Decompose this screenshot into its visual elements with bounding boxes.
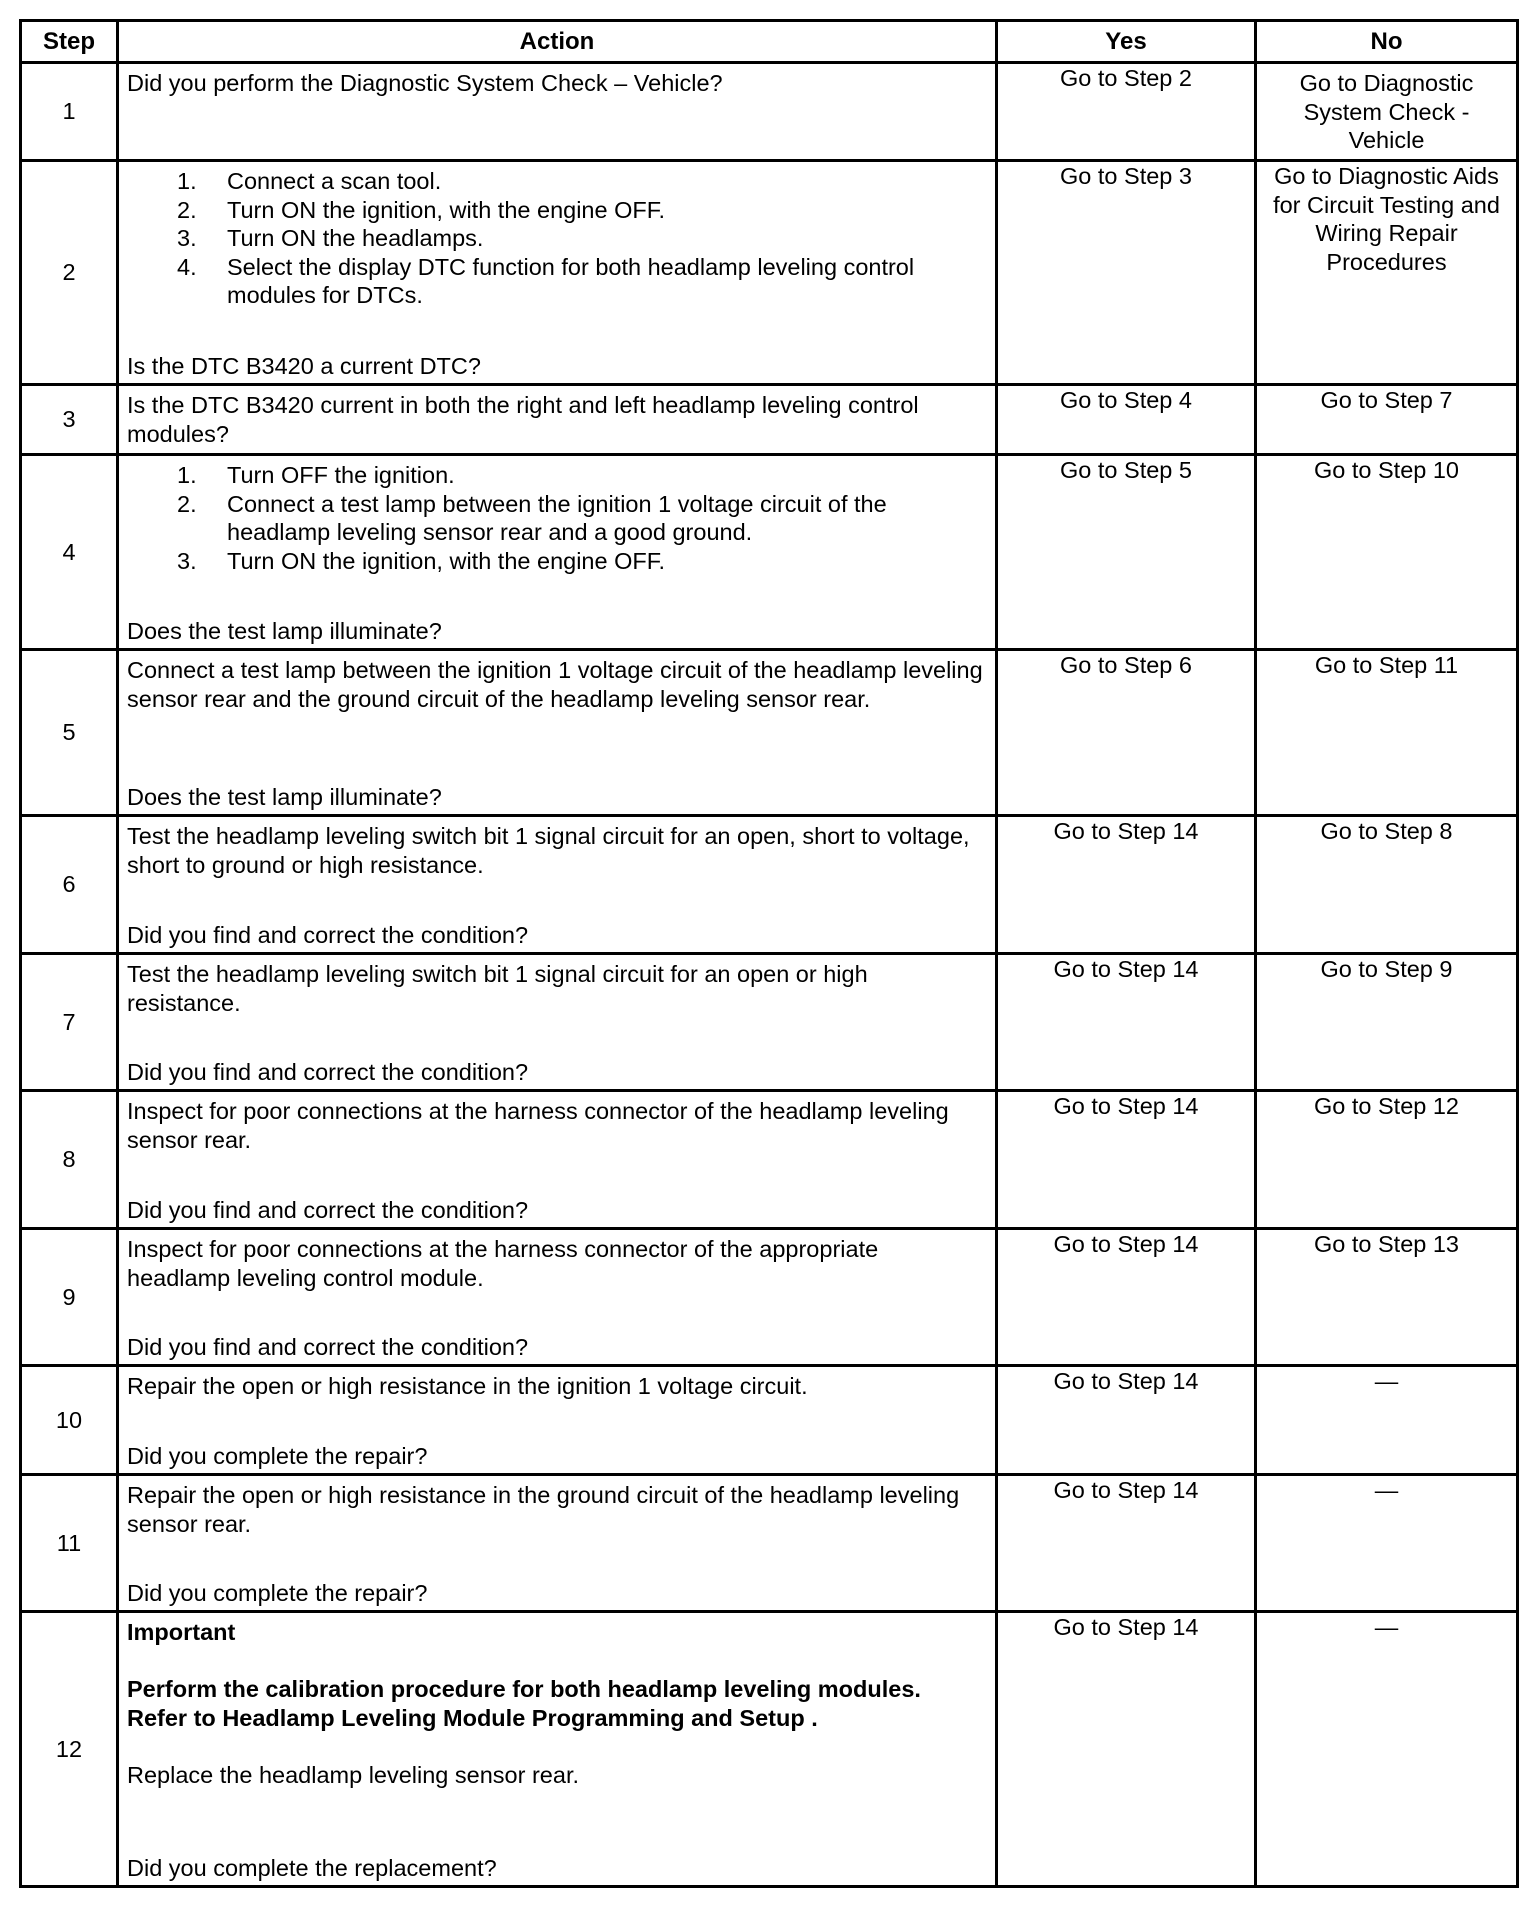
yes-link[interactable]: Go to Step 14: [1053, 818, 1199, 844]
no-cell: [1256, 816, 1518, 954]
list-item: 1. Connect a scan tool.: [177, 168, 442, 194]
no-cell: [1256, 1366, 1518, 1475]
yes-link[interactable]: Go to Step 3: [1060, 163, 1192, 189]
no-cell: [1256, 1229, 1518, 1366]
no-cell: [1256, 385, 1518, 455]
yes-cell: [997, 385, 1256, 455]
yes-link[interactable]: Go to Step 2: [1060, 65, 1192, 91]
action-text: Inspect for poor connections at the harness connector of the headlamp leveling sensor rear.: [127, 1098, 949, 1153]
list-item: 3. Turn ON the ignition, with the engine OFF.: [177, 547, 666, 574]
action-cell: [118, 161, 997, 385]
question-text: Did you complete the repair?: [127, 1442, 428, 1469]
action-cell: [118, 650, 997, 816]
table-row: [21, 1229, 1518, 1366]
header-yes: Yes: [997, 21, 1256, 63]
yes-cell: [997, 63, 1256, 161]
action-cell: [118, 1612, 997, 1887]
action-cell: [118, 954, 997, 1091]
action-cell: [118, 816, 997, 954]
list-item: 4. Select the display DTC function for both headlamp leveling control modules for DTCs.: [177, 253, 915, 308]
header-row: [21, 21, 1518, 63]
no-link[interactable]: Go to Step 9: [1320, 956, 1453, 982]
no-cell: [1256, 455, 1518, 650]
no-dash: —: [1374, 1368, 1399, 1394]
action-text: Replace the headlamp leveling sensor rear.: [127, 1761, 579, 1788]
no-cell: [1256, 161, 1518, 385]
step-number: 11: [21, 1475, 118, 1612]
question-text: Did you find and correct the condition?: [127, 1333, 529, 1360]
question-text: Does the test lamp illuminate?: [127, 783, 442, 810]
yes-link[interactable]: Go to Step 14: [1053, 1477, 1199, 1503]
list-item: 2. Turn ON the ignition, with the engine OFF.: [177, 196, 666, 223]
yes-link[interactable]: Go to Step 14: [1053, 1368, 1199, 1394]
action-text: Test the headlamp leveling switch bit 1 signal circuit for an open, short to voltage, short to ground or high resistance.: [127, 823, 970, 878]
yes-link[interactable]: Go to Step 14: [1053, 1093, 1199, 1119]
question-text: Is the DTC B3420 a current DTC?: [127, 352, 481, 379]
step-number: 9: [21, 1229, 118, 1366]
no-cell: [1256, 1475, 1518, 1612]
action-cell: [118, 1229, 997, 1366]
table-row: [21, 1091, 1518, 1229]
yes-link[interactable]: Go to Step 14: [1053, 1614, 1199, 1640]
table-row: [21, 455, 1518, 650]
no-link[interactable]: Go to Step 7: [1320, 387, 1453, 413]
header-step: Step: [21, 21, 118, 63]
table-row: [21, 1475, 1518, 1612]
table-row: [21, 816, 1518, 954]
step-number: 4: [21, 455, 118, 650]
table-row: [21, 650, 1518, 816]
question-text: Did you find and correct the condition?: [127, 1196, 529, 1223]
yes-cell: [997, 1475, 1256, 1612]
no-cell: [1256, 1612, 1518, 1887]
table-row: [21, 1366, 1518, 1475]
step-number: 2: [21, 161, 118, 385]
step-number: 8: [21, 1091, 118, 1229]
action-cell: [118, 63, 997, 161]
yes-link[interactable]: Go to Step 4: [1060, 387, 1192, 413]
question-text: Did you perform the Diagnostic System Check – Vehicle?: [127, 70, 723, 96]
step-number: 7: [21, 954, 118, 1091]
step-number: 6: [21, 816, 118, 954]
step-number: 1: [21, 63, 118, 161]
no-link[interactable]: Go to Step 10: [1313, 457, 1460, 483]
yes-cell: [997, 1091, 1256, 1229]
list-item: 1. Turn OFF the ignition.: [177, 462, 455, 488]
no-link[interactable]: Go to Step 8: [1320, 818, 1453, 844]
header-action: Action: [118, 21, 997, 63]
list-item: 2. Connect a test lamp between the ignition 1 voltage circuit of the headlamp leveling sensor rear and a good ground.: [177, 490, 887, 545]
substep-list: [127, 167, 987, 310]
question-text: Does the test lamp illuminate?: [127, 617, 442, 644]
list-item: 3. Turn ON the headlamps.: [177, 225, 484, 251]
action-text: Repair the open or high resistance in the ignition 1 voltage circuit.: [127, 1373, 808, 1399]
diagnostic-table: [19, 19, 1519, 1888]
step-number: 12: [21, 1612, 118, 1887]
header-no: No: [1256, 21, 1518, 63]
action-cell: [118, 1366, 997, 1475]
yes-cell: [997, 161, 1256, 385]
substep-list: [127, 461, 987, 575]
step-number: 5: [21, 650, 118, 816]
no-dash: —: [1374, 1614, 1399, 1640]
no-link-line[interactable]: Procedures: [1326, 248, 1447, 275]
no-dash: —: [1374, 1477, 1399, 1503]
no-link-line[interactable]: Go to Diagnostic Aids: [1274, 163, 1499, 189]
yes-cell: [997, 455, 1256, 650]
table-row: [21, 385, 1518, 455]
yes-cell: [997, 1229, 1256, 1366]
yes-cell: [997, 954, 1256, 1091]
no-cell: [1256, 954, 1518, 1091]
no-link[interactable]: Go to Step 11: [1314, 652, 1459, 678]
no-link-line[interactable]: Wiring Repair: [1315, 220, 1458, 246]
action-cell: [118, 1475, 997, 1612]
table-row: [21, 1612, 1518, 1887]
no-link-line[interactable]: Go to Diagnostic: [1299, 70, 1474, 96]
no-cell: [1256, 1091, 1518, 1229]
yes-cell: [997, 816, 1256, 954]
important-label: Important: [127, 1619, 236, 1645]
action-cell: [118, 1091, 997, 1229]
no-cell: [1256, 63, 1518, 161]
table-row: [21, 954, 1518, 1091]
no-link-line[interactable]: Vehicle: [1348, 127, 1425, 153]
no-cell: [1256, 650, 1518, 816]
question-text: Did you complete the replacement?: [127, 1854, 497, 1881]
no-link-line[interactable]: for Circuit Testing and: [1273, 191, 1500, 218]
yes-link[interactable]: Go to Step 6: [1060, 652, 1192, 678]
action-text: Inspect for poor connections at the harness connector of the appropriate headlamp leveling control module.: [127, 1236, 879, 1291]
step-number: 3: [21, 385, 118, 455]
question-text: Did you find and correct the condition?: [127, 921, 529, 948]
yes-cell: [997, 1366, 1256, 1475]
action-text: Test the headlamp leveling switch bit 1 signal circuit for an open or high resistance.: [127, 961, 868, 1016]
yes-link[interactable]: Go to Step 14: [1053, 956, 1199, 982]
action-text: Connect a test lamp between the ignition 1 voltage circuit of the headlamp leveling sensor rear and the ground circuit of the headlamp leveling sensor rear.: [127, 657, 983, 712]
action-cell: [118, 455, 997, 650]
no-link[interactable]: Go to Step 13: [1313, 1231, 1460, 1257]
yes-cell: [997, 1612, 1256, 1887]
no-link-line[interactable]: System Check -: [1303, 98, 1470, 125]
yes-cell: [997, 650, 1256, 816]
table-row: [21, 161, 1518, 385]
important-text: Perform the calibration procedure for both headlamp leveling modules. Refer to Headlamp Leveling Module Programming and Setup .: [127, 1676, 921, 1731]
yes-link[interactable]: Go to Step 5: [1060, 457, 1192, 483]
question-text: Is the DTC B3420 current in both the right and left headlamp leveling control modules?: [127, 392, 919, 447]
action-cell: [118, 385, 997, 455]
action-text: Repair the open or high resistance in the ground circuit of the headlamp leveling sensor rear.: [127, 1482, 960, 1537]
yes-link[interactable]: Go to Step 14: [1053, 1231, 1199, 1257]
question-text: Did you find and correct the condition?: [127, 1058, 529, 1085]
no-link[interactable]: Go to Step 12: [1313, 1093, 1460, 1119]
step-number: 10: [21, 1366, 118, 1475]
table-row: [21, 63, 1518, 161]
question-text: Did you complete the repair?: [127, 1579, 428, 1606]
